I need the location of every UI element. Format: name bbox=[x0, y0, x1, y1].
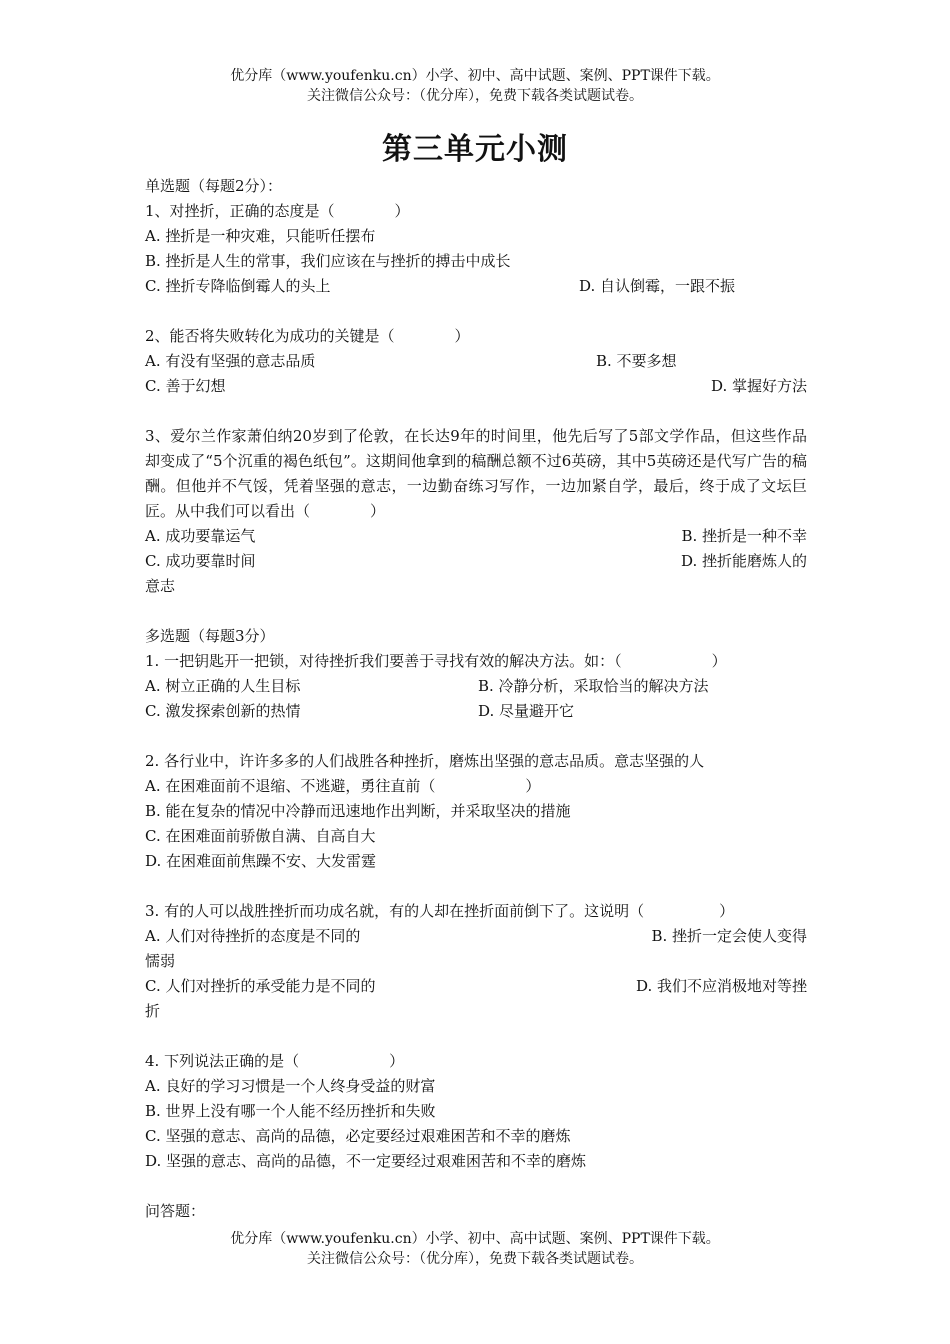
multi-q1-option-b: B. 冷静分析，采取恰当的解决方法 bbox=[478, 677, 709, 695]
multi-q4-option-d: D. 坚强的意志、高尚的品德，不一定要经过艰难困苦和不幸的磨炼 bbox=[145, 1152, 587, 1170]
multi-q1-row-ab bbox=[145, 674, 807, 699]
page-header bbox=[0, 66, 950, 106]
page-footer bbox=[0, 1229, 950, 1269]
multi-q2-option-b: B. 能在复杂的情况中冷静而迅速地作出判断，并采取坚决的措施 bbox=[145, 802, 571, 820]
qa-heading: 问答题： bbox=[145, 1202, 206, 1220]
multi-q3-option-b-cont: 懦弱 bbox=[145, 952, 176, 970]
footer-line-2: 关注微信公众号：（优分库），免费下载各类试题试卷。 bbox=[307, 1251, 643, 1267]
single-q2-option-c: C. 善于幻想 bbox=[145, 377, 226, 395]
multi-q2-option-c: C. 在困难面前骄傲自满、自高自大 bbox=[145, 827, 376, 845]
single-q3-option-a: A. 成功要靠运气 bbox=[145, 527, 256, 545]
single-q2-option-b: B. 不要多想 bbox=[596, 352, 677, 370]
single-q3-row-ab bbox=[145, 524, 807, 549]
multi-q4-option-b: B. 世界上没有哪一个人能不经历挫折和失败 bbox=[145, 1102, 436, 1120]
multi-q4-option-a: A. 良好的学习习惯是一个人终身受益的财富 bbox=[145, 1077, 436, 1095]
multi-q4-stem: 4. 下列说法正确的是（ ） bbox=[145, 1052, 405, 1070]
single-q1-option-d: D. 自认倒霉，一跟不振 bbox=[579, 277, 736, 295]
single-q3-option-d: D. 挫折能磨炼人的 bbox=[680, 552, 807, 570]
multi-q2-option-a: A. 在困难面前不退缩、不逃避，勇往直前（ ） bbox=[145, 777, 541, 795]
multi-q3-option-d: D. 我们不应消极地对等挫 bbox=[635, 977, 807, 995]
single-q1-option-b: B. 挫折是人生的常事，我们应该在与挫折的搏击中成长 bbox=[145, 252, 511, 270]
multi-q2-stem: 2. 各行业中，许许多多的人们战胜各种挫折，磨炼出坚强的意志品质。意志坚强的人 bbox=[145, 752, 705, 770]
document-body bbox=[145, 174, 807, 1224]
single-q1-stem: 1、对挫折，正确的态度是（ ） bbox=[145, 202, 410, 220]
single-q2-option-d: D. 掌握好方法 bbox=[710, 377, 807, 395]
single-choice-heading: 单选题（每题2分）： bbox=[145, 177, 283, 195]
multi-q3-option-b: B. 挫折一定会使人变得 bbox=[651, 927, 807, 945]
single-q3-option-d-cont: 意志 bbox=[145, 577, 176, 595]
single-q3-row-cd bbox=[145, 549, 807, 574]
single-q1-option-c: C. 挫折专降临倒霉人的头上 bbox=[145, 277, 331, 295]
multi-q2-option-d: D. 在困难面前焦躁不安、大发雷霆 bbox=[145, 852, 377, 870]
multi-q3-stem: 3. 有的人可以战胜挫折而功成名就，有的人却在挫折面前倒下了。这说明（ ） bbox=[145, 902, 735, 920]
multi-q3-option-a: A. 人们对待挫折的态度是不同的 bbox=[145, 927, 361, 945]
multi-q3-option-d-cont: 折 bbox=[145, 1002, 161, 1020]
multi-q3-row-cd bbox=[145, 974, 807, 999]
header-line-2: 关注微信公众号：（优分库），免费下载各类试题试卷。 bbox=[307, 88, 643, 104]
page-title: 第三单元小测 bbox=[382, 132, 568, 167]
single-q3-option-c: C. 成功要靠时间 bbox=[145, 552, 256, 570]
single-q2-stem: 2、能否将失败转化为成功的关键是（ ） bbox=[145, 327, 470, 345]
multi-q1-stem: 1. 一把钥匙开一把锁，对待挫折我们要善于寻找有效的解决方法。如：（ ） bbox=[145, 652, 727, 670]
multi-q3-row-ab bbox=[145, 924, 807, 949]
single-q2-row-cd bbox=[145, 374, 807, 399]
multi-choice-heading: 多选题（每题3分） bbox=[145, 627, 275, 645]
single-q1-row-cd bbox=[145, 274, 807, 299]
footer-line-1: 优分库（www.youfenku.cn）小学、初中、高中试题、案例、PPT课件下载。 bbox=[230, 1231, 720, 1247]
multi-q1-option-a: A. 树立正确的人生目标 bbox=[145, 677, 301, 695]
multi-q4-option-c: C. 坚强的意志、高尚的品德，必定要经过艰难困苦和不幸的磨炼 bbox=[145, 1127, 571, 1145]
single-q2-option-a: A. 有没有坚强的意志品质 bbox=[145, 352, 316, 370]
multi-q3-option-c: C. 人们对挫折的承受能力是不同的 bbox=[145, 977, 376, 995]
multi-q1-option-c: C. 激发探索创新的热情 bbox=[145, 702, 301, 720]
header-line-1: 优分库（www.youfenku.cn）小学、初中、高中试题、案例、PPT课件下载。 bbox=[230, 68, 720, 84]
single-q1-option-a: A. 挫折是一种灾难，只能听任摆布 bbox=[145, 227, 376, 245]
single-q3-stem: 3、爱尔兰作家萧伯纳20岁到了伦敦，在长达9年的时间里，他先后写了5部文学作品，但这些作品却变成了“5个沉重的褐色纸包”。这期间他拿到的稿酬总额不过6英磅，其中5英磅还是代写广告的稿酬。但他并不气馁，凭着坚强的意志，一边勤奋练习写作，一边加紧自学，最后，终于成了文坛巨匠。从中我们可以看出（ ） bbox=[145, 427, 807, 520]
multi-q1-option-d: D. 尽量避开它 bbox=[478, 702, 575, 720]
multi-q1-row-cd bbox=[145, 699, 807, 724]
single-q2-row-ab bbox=[145, 349, 807, 374]
single-q3-option-b: B. 挫折是一种不幸 bbox=[681, 527, 807, 545]
